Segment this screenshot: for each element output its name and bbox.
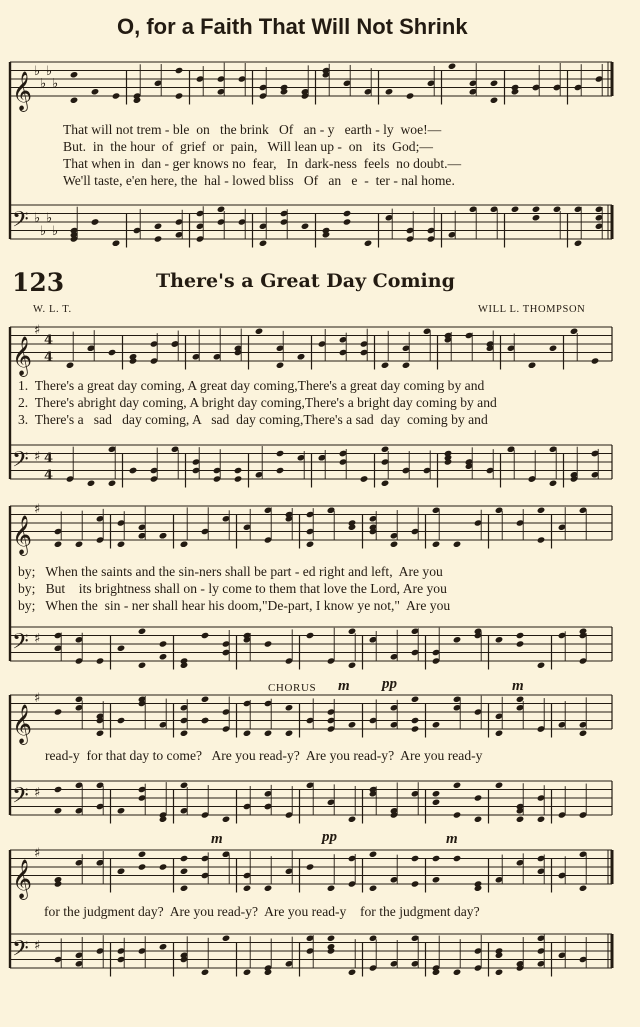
sharp-sign: ♯ xyxy=(34,845,41,861)
note-head xyxy=(537,662,546,669)
note-head xyxy=(385,88,394,95)
bass-clef-icon: 𝄢 xyxy=(12,447,29,478)
note-head xyxy=(91,218,100,225)
flat-sign: ♭ xyxy=(34,211,41,226)
note-head xyxy=(411,696,420,703)
note-head xyxy=(343,210,352,217)
sharp-sign: ♯ xyxy=(34,322,41,338)
note-head xyxy=(453,782,462,789)
note-head xyxy=(180,855,189,862)
note-head xyxy=(537,536,546,543)
note-head xyxy=(453,969,462,976)
verse-line: But. in the hour of grief or pain, Will lean up - on its God;— xyxy=(63,139,433,154)
note-head xyxy=(138,662,147,669)
note-head xyxy=(276,362,285,369)
note-head xyxy=(112,92,121,99)
note-head xyxy=(579,730,588,737)
composer: WILL L. THOMPSON xyxy=(478,304,586,315)
note-head xyxy=(285,704,294,711)
note-head xyxy=(453,636,462,643)
note-head xyxy=(411,855,420,862)
note-head xyxy=(516,632,525,639)
flat-sign: ♭ xyxy=(40,223,47,239)
note-head xyxy=(91,88,100,95)
lyricist: W. L. T. xyxy=(33,304,72,315)
note-head xyxy=(117,807,126,814)
final-barline xyxy=(611,62,614,96)
note-head xyxy=(495,730,504,737)
note-head xyxy=(112,240,121,247)
note-head xyxy=(549,345,558,352)
note-head xyxy=(511,206,520,213)
bass-clef-icon: 𝄢 xyxy=(12,629,29,660)
note-head xyxy=(516,640,525,647)
note-head xyxy=(222,935,231,942)
note-head xyxy=(96,730,105,737)
note-head xyxy=(117,868,126,875)
note-head xyxy=(264,640,273,647)
note-head xyxy=(381,362,390,369)
note-head xyxy=(301,223,310,230)
note-head xyxy=(574,240,583,247)
note-head xyxy=(306,541,315,548)
hymn-number: 123 xyxy=(12,268,65,297)
note-head xyxy=(364,240,373,247)
time-signature: 4 xyxy=(44,350,54,365)
note-head xyxy=(243,885,252,892)
note-head xyxy=(159,943,168,950)
note-head xyxy=(75,541,84,548)
note-head xyxy=(222,816,231,823)
flat-sign: ♭ xyxy=(34,63,41,79)
note-head xyxy=(264,885,273,892)
hymn-title: There's a Great Day Coming xyxy=(156,270,455,292)
note-head xyxy=(495,636,504,643)
note-head xyxy=(381,480,390,487)
time-signature: 4 xyxy=(44,468,54,483)
verse-line: by; When the saints and the sin-ners shall be part - ed right and left, Are you xyxy=(18,564,443,579)
note-head xyxy=(390,541,399,548)
note-head xyxy=(234,475,243,482)
note-head xyxy=(343,218,352,225)
verse-line: That will not trem - ble on the brink Of an - y earth - ly woe!— xyxy=(63,122,442,137)
treble-clef-icon: 𝄞 xyxy=(12,859,33,899)
note-head xyxy=(54,786,63,793)
note-head xyxy=(259,240,268,247)
note-head xyxy=(276,467,285,474)
note-head xyxy=(369,885,378,892)
note-head xyxy=(579,885,588,892)
note-head xyxy=(117,645,126,652)
note-head xyxy=(96,657,105,664)
chorus-label: CHORUS xyxy=(268,682,317,694)
note-head xyxy=(154,235,163,242)
note-head xyxy=(411,725,420,732)
note-head xyxy=(129,467,138,474)
verse-line: 1. There's a great day coming, A great day coming,There's a great day coming by and xyxy=(18,378,485,393)
verse-line: That when in dan - ger knows no fear, In dark-ness feels no doubt.— xyxy=(63,156,462,171)
note-head xyxy=(180,885,189,892)
verse-line: for the judgment day? Are you read-y? Are you read-y for the judgment day? xyxy=(44,904,480,919)
treble-clef-icon: 𝄞 xyxy=(12,515,33,555)
note-head xyxy=(532,206,541,213)
verse-line: 3. There's a sad day coming, A sad day coming,There's a sad day coming by and xyxy=(18,412,488,427)
note-head xyxy=(537,816,546,823)
note-head xyxy=(474,816,483,823)
hymn-title: O, for a Faith That Will Not Shrink xyxy=(117,14,468,39)
flat-sign: ♭ xyxy=(46,211,53,226)
note-head xyxy=(201,632,210,639)
note-head xyxy=(138,851,147,858)
final-barline xyxy=(611,850,614,884)
note-head xyxy=(495,782,504,789)
treble-clef-icon: 𝄞 xyxy=(12,336,33,376)
note-head xyxy=(406,92,415,99)
verse-line: by; But its brightness shall on - ly come to them that love the Lord, Are you xyxy=(18,581,447,596)
note-head xyxy=(306,632,315,639)
note-head xyxy=(138,628,147,635)
note-head xyxy=(528,362,537,369)
note-head xyxy=(348,662,357,669)
dynamic-mark: pp xyxy=(322,829,337,845)
note-head xyxy=(537,507,546,514)
note-head xyxy=(201,696,210,703)
note-head xyxy=(255,328,264,335)
note-head xyxy=(159,863,168,870)
note-head xyxy=(54,541,63,548)
note-head xyxy=(448,63,457,70)
sharp-sign: ♯ xyxy=(34,690,41,706)
note-head xyxy=(432,799,441,806)
note-head xyxy=(54,807,63,814)
note-head xyxy=(532,214,541,221)
note-head xyxy=(432,876,441,883)
note-head xyxy=(369,851,378,858)
flat-sign: ♭ xyxy=(40,76,47,92)
note-head xyxy=(490,97,499,104)
note-head xyxy=(327,885,336,892)
sharp-sign: ♯ xyxy=(34,449,41,465)
time-signature: 4 xyxy=(44,333,54,348)
note-head xyxy=(159,640,168,647)
bass-clef-icon: 𝄢 xyxy=(12,783,29,814)
note-head xyxy=(276,450,285,457)
flat-sign: ♭ xyxy=(52,76,59,92)
note-head xyxy=(159,532,168,539)
note-head xyxy=(70,71,79,78)
note-head xyxy=(234,467,243,474)
note-head xyxy=(138,863,147,870)
verse-line: by; When the sin - ner shall hear his doom,"De-part, I know ye not," Are you xyxy=(18,598,451,613)
sharp-sign: ♯ xyxy=(34,938,41,954)
note-head xyxy=(348,721,357,728)
note-head xyxy=(175,67,184,74)
note-head xyxy=(432,790,441,797)
note-head xyxy=(453,811,462,818)
note-head xyxy=(474,794,483,801)
note-head xyxy=(154,223,163,230)
note-head xyxy=(175,92,184,99)
note-head xyxy=(108,349,117,356)
final-barline xyxy=(611,205,614,239)
note-head xyxy=(87,480,96,487)
note-head xyxy=(490,80,499,87)
sharp-sign: ♯ xyxy=(34,785,41,801)
note-head xyxy=(66,362,75,369)
note-head xyxy=(411,880,420,887)
note-head xyxy=(243,730,252,737)
dynamic-mark: m xyxy=(338,678,350,694)
note-head xyxy=(348,969,357,976)
note-head xyxy=(297,353,306,360)
note-head xyxy=(432,541,441,548)
dynamic-mark: m xyxy=(211,831,223,847)
note-head xyxy=(243,969,252,976)
note-head xyxy=(180,868,189,875)
note-head xyxy=(159,653,168,660)
note-head xyxy=(453,855,462,862)
note-head xyxy=(516,816,525,823)
dynamic-mark: pp xyxy=(382,676,397,692)
verse-line: We'll taste, e'en here, the hal - lowed bliss Of an e - ter - nal home. xyxy=(63,173,455,188)
note-head xyxy=(108,480,117,487)
flat-sign: ♭ xyxy=(46,63,53,79)
note-head xyxy=(402,362,411,369)
note-head xyxy=(201,717,210,724)
verse-line: 2. There's abright day coming, A bright day coming,There's a bright day coming by and xyxy=(18,395,497,410)
note-head xyxy=(432,855,441,862)
note-head xyxy=(306,863,315,870)
note-head xyxy=(54,708,63,715)
verse-line: read-y for that day to come? Are you read-y? Are you read-y? Are you read-y xyxy=(45,748,483,763)
flat-sign: ♭ xyxy=(52,223,59,239)
note-head xyxy=(432,721,441,728)
note-head xyxy=(411,717,420,724)
bass-clef-icon: 𝄢 xyxy=(12,207,29,238)
treble-clef-icon: 𝄞 xyxy=(12,704,33,744)
note-head xyxy=(201,969,210,976)
note-head xyxy=(549,480,558,487)
bass-clef-icon: 𝄢 xyxy=(12,936,29,967)
note-head xyxy=(180,541,189,548)
note-head xyxy=(180,730,189,737)
note-head xyxy=(495,969,504,976)
sharp-sign: ♯ xyxy=(34,631,41,647)
note-head xyxy=(327,935,336,942)
sharp-sign: ♯ xyxy=(34,501,41,517)
note-head xyxy=(348,816,357,823)
note-head xyxy=(117,541,126,548)
treble-clef-icon: 𝄞 xyxy=(12,71,33,111)
note-head xyxy=(264,730,273,737)
note-head xyxy=(117,717,126,724)
note-head xyxy=(453,541,462,548)
dynamic-mark: m xyxy=(512,678,524,694)
note-head xyxy=(591,357,600,364)
note-head xyxy=(285,730,294,737)
note-head xyxy=(70,97,79,104)
note-head xyxy=(360,475,369,482)
final-barline xyxy=(611,934,614,968)
time-signature: 4 xyxy=(44,451,54,466)
dynamic-mark: m xyxy=(446,831,458,847)
